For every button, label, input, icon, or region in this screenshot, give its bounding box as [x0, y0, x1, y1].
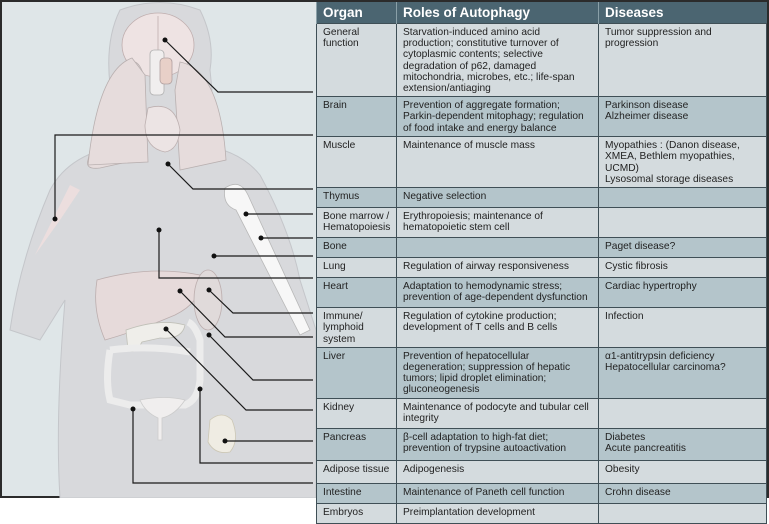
- cell-organ: Heart: [317, 278, 397, 308]
- cell-organ: Brain: [317, 97, 397, 137]
- cell-organ: Kidney: [317, 398, 397, 428]
- table-row: [317, 97, 767, 137]
- cell-organ: Immune/ lymphoid system: [317, 308, 397, 348]
- cell-diseases: Infection: [599, 308, 767, 348]
- cell-organ: Intestine: [317, 483, 397, 503]
- table-row: [317, 503, 767, 523]
- cell-diseases: α1-antitrypsin deficiency Hepatocellular carcinoma?: [599, 347, 767, 398]
- cell-diseases: Obesity: [599, 460, 767, 483]
- cell-roles: Adaptation to hemodynamic stress; prevention of age-dependent dysfunction: [397, 278, 599, 308]
- cell-roles: Negative selection: [397, 188, 599, 208]
- table-row: [317, 398, 767, 428]
- cell-organ: Bone marrow / Hematopoiesis: [317, 208, 397, 238]
- cell-diseases: [599, 398, 767, 428]
- cell-diseases: Tumor suppression and progression: [599, 24, 767, 97]
- table-row: [317, 238, 767, 258]
- adipose-icon: [208, 415, 236, 453]
- cell-diseases: Parkinson disease Alzheimer disease: [599, 97, 767, 137]
- cell-diseases: Cardiac hypertrophy: [599, 278, 767, 308]
- header-roles: Roles of Autophagy: [397, 2, 599, 24]
- table-row: [317, 258, 767, 278]
- cell-roles: Regulation of airway responsiveness: [397, 258, 599, 278]
- cell-organ: Liver: [317, 347, 397, 398]
- cell-roles: [397, 238, 599, 258]
- table-row: [317, 208, 767, 238]
- cell-diseases: Diabetes Acute pancreatitis: [599, 428, 767, 460]
- table-header: [317, 2, 767, 24]
- cell-organ: Embryos: [317, 503, 397, 523]
- table-row: [317, 188, 767, 208]
- cell-roles: Prevention of hepatocellular degeneration; suppression of hepatic tumors; lipid droplet elimination; gluconeogenesis: [397, 347, 599, 398]
- stomach-kidney-icon: [194, 270, 222, 330]
- cell-roles: Preimplantation development: [397, 503, 599, 523]
- cell-organ: Pancreas: [317, 428, 397, 460]
- table-row: [317, 483, 767, 503]
- cell-diseases: Paget disease?: [599, 238, 767, 258]
- table-row: [317, 137, 767, 188]
- header-organ: Organ: [317, 2, 397, 24]
- cell-diseases: Crohn disease: [599, 483, 767, 503]
- cell-organ: Lung: [317, 258, 397, 278]
- cell-organ: Bone: [317, 238, 397, 258]
- cell-roles: Adipogenesis: [397, 460, 599, 483]
- body-illustration: [0, 0, 316, 498]
- table-row: [317, 347, 767, 398]
- cell-diseases: Myopathies : (Danon disease, XMEA, Bethlem myopathies, UCMD) Lysosomal storage diseases: [599, 137, 767, 188]
- cell-roles: Maintenance of Paneth cell function: [397, 483, 599, 503]
- table-row: [317, 278, 767, 308]
- table-row: [317, 428, 767, 460]
- cell-organ: Adipose tissue: [317, 460, 397, 483]
- cell-diseases: Cystic fibrosis: [599, 258, 767, 278]
- cell-organ: Thymus: [317, 188, 397, 208]
- cell-roles: Maintenance of podocyte and tubular cell integrity: [397, 398, 599, 428]
- header-diseases: Diseases: [599, 2, 767, 24]
- cell-roles: β-cell adaptation to high-fat diet; prevention of trypsine autoactivation: [397, 428, 599, 460]
- thymus-icon: [160, 58, 172, 84]
- table-row: [317, 24, 767, 97]
- cell-diseases: [599, 208, 767, 238]
- cell-organ: Muscle: [317, 137, 397, 188]
- table-row: [317, 460, 767, 483]
- cell-diseases: [599, 188, 767, 208]
- cell-roles: Erythropoiesis; maintenance of hematopoietic stem cell: [397, 208, 599, 238]
- cell-roles: Regulation of cytokine production; development of T cells and B cells: [397, 308, 599, 348]
- table-row: [317, 308, 767, 348]
- cell-diseases: [599, 503, 767, 523]
- autophagy-table: [316, 2, 767, 524]
- cell-organ: General function: [317, 24, 397, 97]
- cell-roles: Starvation-induced amino acid production; constitutive turnover of cytoplasmic contents; selective degradation of p62, damaged mitochondria, microbes, etc.; life-span extension/antiaging: [397, 24, 599, 97]
- cell-roles: Maintenance of muscle mass: [397, 137, 599, 188]
- cell-roles: Prevention of aggregate formation; Parkin-dependent mitophagy; regulation of food intake and energy balance: [397, 97, 599, 137]
